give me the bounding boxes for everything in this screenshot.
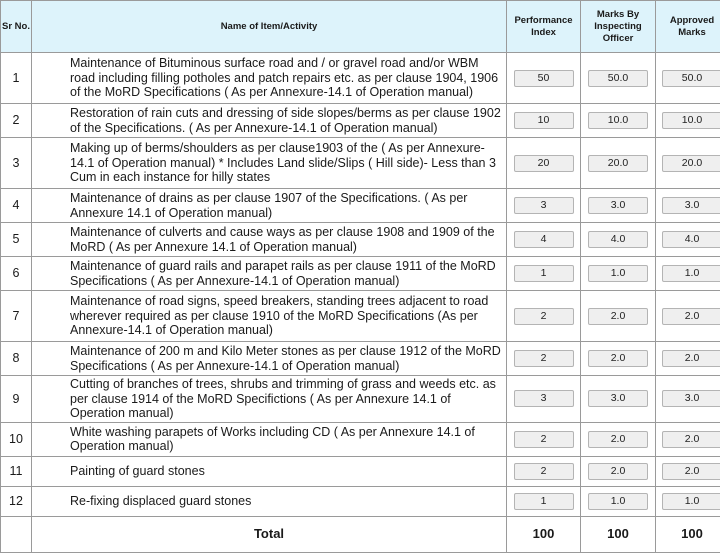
performance-index-field[interactable]: 1	[514, 265, 574, 282]
approved-marks-field[interactable]: 50.0	[662, 70, 720, 87]
performance-index-field[interactable]: 1	[514, 493, 574, 510]
inspecting-marks-field[interactable]: 2.0	[588, 308, 648, 325]
performance-index-field[interactable]: 3	[514, 197, 574, 214]
approved-marks-field[interactable]: 4.0	[662, 231, 720, 248]
header-inspecting: Marks By Inspecting Officer	[581, 1, 656, 53]
inspecting-marks-field[interactable]: 20.0	[588, 155, 648, 172]
table-row	[1, 422, 720, 456]
table-row	[1, 53, 720, 104]
approved-marks-field[interactable]: 10.0	[662, 112, 720, 129]
table-row	[1, 223, 720, 257]
inspecting-marks-field[interactable]: 1.0	[588, 265, 648, 282]
table-row	[1, 291, 720, 342]
inspecting-marks-field[interactable]: 2.0	[588, 431, 648, 448]
inspecting-marks-field[interactable]: 3.0	[588, 390, 648, 407]
row-item: White washing parapets of Works including CD ( As per Annexure 14.1 of Operation manual)	[32, 422, 507, 456]
inspecting-marks-field[interactable]: 3.0	[588, 197, 648, 214]
performance-index-field[interactable]: 20	[514, 155, 574, 172]
performance-index-field[interactable]: 50	[514, 70, 574, 87]
row-sr: 10	[1, 422, 32, 456]
inspecting-marks-field[interactable]: 1.0	[588, 493, 648, 510]
table-row	[1, 257, 720, 291]
row-sr: 12	[1, 486, 32, 516]
performance-index-field[interactable]: 3	[514, 390, 574, 407]
row-item: Making up of berms/shoulders as per clause1903 of the ( As per Annexure-14.1 of Operation manual) * Includes Land slide/Slips ( Hill side)- Less than 3 Cum in each instance for hilly states	[32, 138, 507, 189]
approved-marks-field[interactable]: 1.0	[662, 493, 720, 510]
row-item: Re-fixing displaced guard stones	[32, 486, 507, 516]
row-item: Maintenance of guard rails and parapet rails as per clause 1911 of the MoRD Specifications ( As per Annexure-14.1 of Operation manual)	[32, 257, 507, 291]
table-header-row	[1, 1, 720, 53]
row-sr: 7	[1, 291, 32, 342]
row-sr: 4	[1, 189, 32, 223]
table-row	[1, 342, 720, 376]
row-item: Maintenance of drains as per clause 1907 of the Specifications. ( As per Annexure 14.1 of Operation manual)	[32, 189, 507, 223]
approved-marks-field[interactable]: 1.0	[662, 265, 720, 282]
table-row	[1, 189, 720, 223]
row-item: Cutting of branches of trees, shrubs and trimming of grass and weeds etc. as per clause 1914 of the MoRD Specifictions ( As per Annexure 14.1 of Operation manual)	[32, 376, 507, 423]
inspecting-marks-field[interactable]: 2.0	[588, 350, 648, 367]
table-row	[1, 486, 720, 516]
table-row	[1, 104, 720, 138]
performance-index-field[interactable]: 2	[514, 308, 574, 325]
total-row	[1, 516, 720, 552]
approved-marks-field[interactable]: 3.0	[662, 197, 720, 214]
performance-index-field[interactable]: 4	[514, 231, 574, 248]
row-item: Restoration of rain cuts and dressing of side slopes/berms as per clause 1902 of the Specifications. ( As per Annexure-14.1 of Operation manual)	[32, 104, 507, 138]
total-label: Total	[32, 516, 507, 552]
approved-marks-field[interactable]: 2.0	[662, 431, 720, 448]
row-sr: 3	[1, 138, 32, 189]
header-performance: Performance Index	[507, 1, 581, 53]
approved-marks-field[interactable]: 2.0	[662, 308, 720, 325]
performance-index-field[interactable]: 2	[514, 431, 574, 448]
row-sr: 1	[1, 53, 32, 104]
table-row	[1, 456, 720, 486]
inspecting-marks-field[interactable]: 10.0	[588, 112, 648, 129]
row-sr: 5	[1, 223, 32, 257]
approved-marks-field[interactable]: 20.0	[662, 155, 720, 172]
total-inspecting: 100	[581, 516, 656, 552]
inspecting-marks-field[interactable]: 4.0	[588, 231, 648, 248]
approved-marks-field[interactable]: 2.0	[662, 350, 720, 367]
approved-marks-field[interactable]: 3.0	[662, 390, 720, 407]
row-sr: 11	[1, 456, 32, 486]
row-sr: 6	[1, 257, 32, 291]
row-sr: 9	[1, 376, 32, 423]
header-sr: Sr No.	[1, 1, 32, 53]
row-item: Maintenance of Bituminous surface road and / or gravel road and/or WBM road including filling potholes and patch repairs etc. as per clause 1904, 1906 of the MoRD Specifications ( As per Annexure-14.1 of Operation manual)	[32, 53, 507, 104]
table-row	[1, 138, 720, 189]
performance-index-field[interactable]: 10	[514, 112, 574, 129]
row-item: Painting of guard stones	[32, 456, 507, 486]
table-row	[1, 376, 720, 423]
total-approved: 100	[656, 516, 720, 552]
performance-index-field[interactable]: 2	[514, 350, 574, 367]
inspecting-marks-field[interactable]: 2.0	[588, 463, 648, 480]
row-item: Maintenance of road signs, speed breakers, standing trees adjacent to road wherever required as per clause 1910 of the MoRD Specifications (As per Annexure-14.1 of Operation manual)	[32, 291, 507, 342]
performance-index-field[interactable]: 2	[514, 463, 574, 480]
row-sr: 8	[1, 342, 32, 376]
row-sr: 2	[1, 104, 32, 138]
approved-marks-field[interactable]: 2.0	[662, 463, 720, 480]
total-performance: 100	[507, 516, 581, 552]
header-item: Name of Item/Activity	[32, 1, 507, 53]
header-approved: Approved Marks	[656, 1, 720, 53]
row-item: Maintenance of culverts and cause ways as per clause 1908 and 1909 of the MoRD ( As per Annexure 14.1 of Operation manual)	[32, 223, 507, 257]
inspecting-marks-field[interactable]: 50.0	[588, 70, 648, 87]
row-item: Maintenance of 200 m and Kilo Meter stones as per clause 1912 of the MoRD Specifications ( As per Annexure-14.1 of Operation manual)	[32, 342, 507, 376]
